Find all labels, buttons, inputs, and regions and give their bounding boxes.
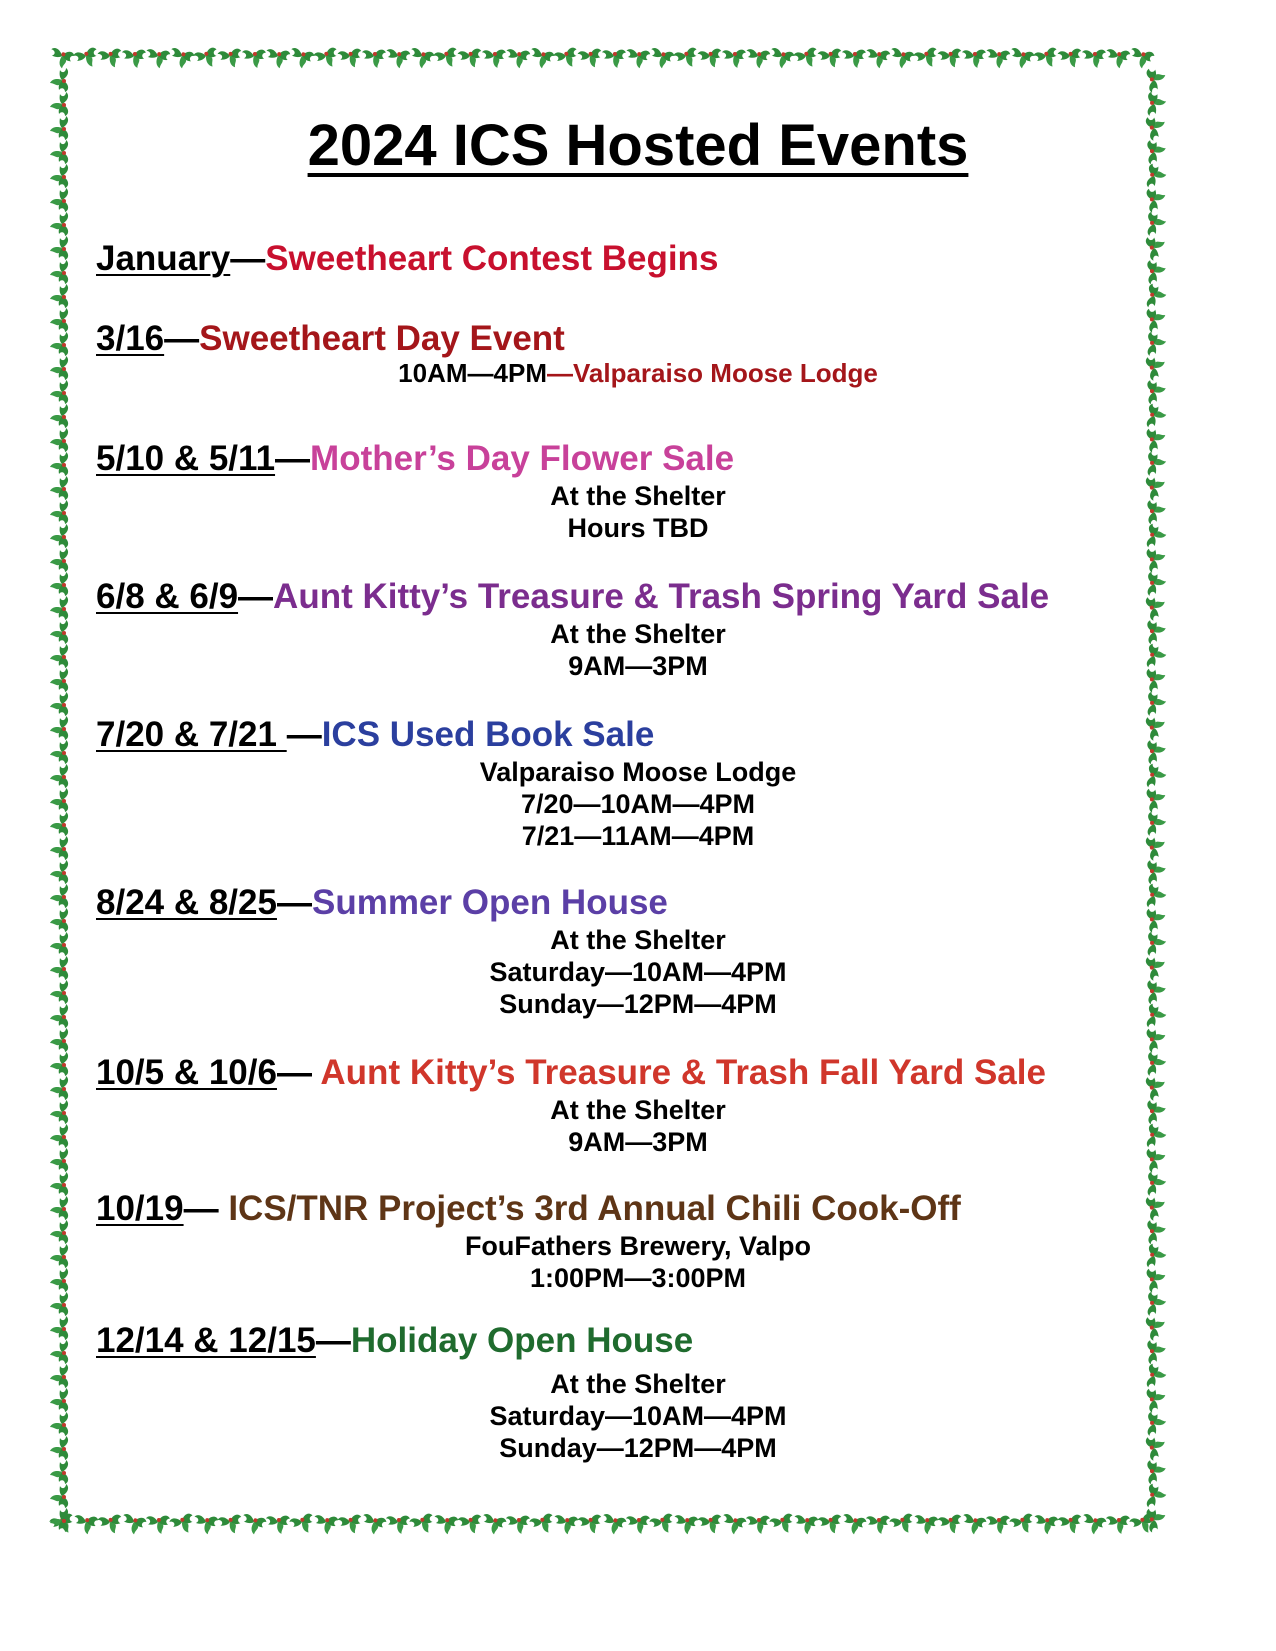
- event-detail-line: Hours TBD: [567, 513, 709, 543]
- holly-sprig: [1033, 1515, 1059, 1536]
- holly-sprig: [50, 1292, 68, 1316]
- holly-sprig: [937, 48, 964, 70]
- holly-sprig: [97, 1514, 124, 1536]
- event-detail-line: 7/21—11AM—4PM: [521, 821, 755, 851]
- holly-sprig: [577, 48, 604, 70]
- event-details: [0, 480, 1276, 544]
- event-detail-line: 9AM—3PM: [568, 651, 708, 681]
- holly-sprig: [719, 1513, 747, 1536]
- holly-sprig: [506, 1515, 531, 1534]
- holly-sprig: [553, 46, 581, 71]
- event-book-sale: [96, 714, 1186, 756]
- event-detail-line: At the Shelter: [550, 619, 726, 649]
- holly-sprig: [505, 49, 531, 70]
- event-details: [0, 1094, 1276, 1158]
- holly-sprig: [767, 47, 795, 70]
- holly-sprig: [1007, 47, 1035, 70]
- holly-sprig: [50, 284, 68, 308]
- holly-sprig: [386, 1515, 411, 1534]
- event-name: Mother’s Day Flower Sale: [310, 439, 735, 478]
- event-separator: —: [164, 319, 200, 358]
- holly-sprig: [1146, 66, 1168, 93]
- event-name: Holiday Open House: [350, 1321, 694, 1360]
- holly-sprig: [553, 1515, 579, 1536]
- holly-sprig: [529, 1512, 557, 1537]
- event-details: [0, 756, 1276, 852]
- page-title: 2024 ICS Hosted Events: [307, 113, 969, 178]
- event-separator: —: [275, 439, 311, 478]
- holly-sprig: [482, 49, 507, 68]
- event-name: Sweetheart Day Event: [199, 319, 565, 358]
- holly-sprig: [1146, 546, 1168, 573]
- event-name: Sweetheart Contest Begins: [265, 239, 719, 278]
- holly-sprig: [1146, 186, 1168, 213]
- holly-sprig: [793, 1515, 819, 1536]
- event-sweetheart-contest: [96, 238, 1186, 280]
- holly-sprig: [265, 49, 291, 70]
- event-detail-line: At the Shelter: [550, 481, 726, 511]
- holly-sprig: [119, 1513, 147, 1536]
- holly-sprig: [287, 47, 315, 70]
- event-separator: —: [230, 239, 266, 278]
- event-chili-cook-off: [96, 1188, 1186, 1230]
- event-details: [0, 1230, 1276, 1294]
- holly-sprig: [313, 1515, 339, 1536]
- holly-sprig: [50, 860, 68, 884]
- holly-sprig: [50, 188, 68, 212]
- holly-sprig: [866, 1515, 891, 1534]
- holly-sprig: [479, 1513, 507, 1536]
- event-detail-line: 9AM—3PM: [568, 1127, 708, 1157]
- event-detail-line: Saturday—10AM—4PM: [489, 1401, 787, 1431]
- holly-sprig: [50, 1028, 68, 1052]
- holly-sprig: [337, 48, 364, 70]
- holly-sprig: [217, 48, 244, 70]
- holly-sprig: [50, 236, 68, 260]
- holly-sprig: [985, 49, 1011, 70]
- holly-sprig: [239, 1513, 267, 1536]
- event-detail-line: Valparaiso Moose Lodge: [479, 757, 797, 787]
- event-detail-line: Sunday—12PM—4PM: [499, 1433, 777, 1463]
- holly-sprig: [887, 47, 915, 70]
- holly-sprig: [50, 1340, 68, 1364]
- holly-sprig: [313, 46, 341, 71]
- holly-sprig: [1009, 1512, 1037, 1537]
- holly-sprig: [937, 1514, 964, 1536]
- holly-sprig: [50, 572, 68, 596]
- holly-sprig: [50, 212, 68, 236]
- event-date: 12/14 & 12/15: [96, 1321, 316, 1360]
- holly-sprig: [1106, 1515, 1131, 1534]
- holly-sprig: [266, 1515, 291, 1534]
- holly-sprig: [986, 1515, 1011, 1534]
- holly-sprig: [1146, 283, 1167, 309]
- holly-sprig: [817, 48, 844, 70]
- event-separator: —: [286, 715, 322, 754]
- holly-sprig: [97, 48, 124, 70]
- holly-sprig: [50, 1196, 68, 1220]
- event-date: January: [96, 239, 231, 278]
- holly-sprig: [433, 46, 461, 71]
- holly-sprig: [1105, 49, 1131, 70]
- holly-sprig: [145, 49, 171, 70]
- event-date: 10/5 & 10/6: [96, 1053, 277, 1092]
- holly-sprig: [242, 49, 267, 68]
- holly-sprig: [73, 46, 101, 71]
- event-fall-yard-sale: [96, 1052, 1186, 1094]
- holly-sprig: [50, 692, 68, 716]
- event-separator: —: [276, 883, 312, 922]
- holly-sprig: [50, 1316, 68, 1340]
- holly-sprig: [362, 49, 387, 68]
- event-detail-line: At the Shelter: [550, 1369, 726, 1399]
- holly-sprig: [865, 49, 891, 70]
- holly-sprig: [527, 47, 555, 70]
- event-sweetheart-day: [96, 318, 1186, 360]
- holly-sprig: [745, 49, 771, 70]
- holly-sprig: [1147, 859, 1167, 884]
- holly-sprig: [599, 1513, 627, 1536]
- holly-sprig: [385, 49, 411, 70]
- holly-sprig: [193, 46, 221, 71]
- event-detail-line: At the Shelter: [550, 1095, 726, 1125]
- holly-sprig: [50, 1484, 68, 1508]
- holly-sprig: [1082, 49, 1107, 68]
- event-date: 3/16: [96, 319, 165, 358]
- holly-sprig: [50, 260, 68, 284]
- holly-sprig: [457, 48, 484, 70]
- holly-sprig: [73, 1515, 99, 1536]
- holly-sprig: [913, 1515, 939, 1536]
- event-time: 10AM—4PM: [398, 358, 547, 388]
- event-date: 10/19: [96, 1189, 184, 1228]
- event-separator: —: [315, 1321, 351, 1360]
- holly-sprig: [50, 716, 68, 740]
- holly-sprig: [122, 49, 147, 68]
- event-name: Aunt Kitty’s Treasure & Trash Fall Yard Sale: [320, 1053, 1046, 1092]
- holly-sprig: [457, 1514, 484, 1536]
- event-detail-line: 7/20—10AM—4PM: [520, 789, 756, 819]
- event-details: [0, 924, 1276, 1020]
- holly-sprig: [50, 428, 68, 452]
- holly-sprig: [1146, 1026, 1168, 1053]
- event-detail-line: FouFathers Brewery, Valpo: [464, 1231, 812, 1261]
- holly-sprig: [433, 1515, 459, 1536]
- event-spring-yard-sale: [96, 576, 1186, 618]
- event-detail-line: 1:00PM—3:00PM: [529, 1263, 747, 1293]
- event-name: Aunt Kitty’s Treasure & Trash Spring Yard Sale: [273, 577, 1050, 616]
- event-name: Summer Open House: [311, 883, 668, 922]
- holly-sprig: [50, 308, 68, 332]
- holly-sprig: [50, 452, 68, 476]
- event-summer-open-house: [96, 882, 1186, 924]
- holly-sprig: [50, 548, 68, 572]
- holly-sprig: [647, 47, 675, 70]
- holly-sprig: [577, 1514, 604, 1536]
- holly-sprig: [842, 49, 867, 68]
- holly-sprig: [50, 1052, 68, 1076]
- holly-sprig: [673, 46, 701, 71]
- holly-sprig: [407, 47, 435, 70]
- holly-sprig: [1147, 1292, 1166, 1317]
- holly-sprig: [626, 1515, 651, 1534]
- holly-sprig: [50, 596, 68, 620]
- holly-sprig: [169, 1512, 197, 1537]
- holly-sprig: [50, 404, 68, 428]
- holly-sprig: [146, 1515, 171, 1534]
- holly-sprig: [962, 49, 987, 68]
- holly-sprig: [50, 1172, 68, 1196]
- holly-sprig: [959, 1513, 987, 1536]
- holly-sprig: [839, 1513, 867, 1536]
- holly-sprig: [409, 1512, 437, 1537]
- holly-sprig: [697, 1514, 724, 1536]
- holly-sprig: [47, 47, 75, 70]
- holly-sprig: [1057, 1514, 1084, 1536]
- holly-sprig: [337, 1514, 364, 1536]
- event-detail-line: Saturday—10AM—4PM: [489, 957, 787, 987]
- holly-sprig: [817, 1514, 844, 1536]
- event-location: —Valparaiso Moose Lodge: [546, 358, 878, 388]
- holly-sprig: [1146, 403, 1167, 429]
- event-separator: —: [276, 1053, 321, 1092]
- holly-sprig: [50, 884, 68, 908]
- event-name: ICS Used Book Sale: [321, 715, 655, 754]
- holly-sprig: [697, 48, 724, 70]
- event-details: [0, 1368, 1276, 1464]
- holly-sprig: [1146, 1483, 1167, 1509]
- event-date: 7/20 & 7/21: [96, 715, 287, 754]
- event-detail-line: [0, 358, 1276, 389]
- holly-sprig: [625, 49, 651, 70]
- event-date: 8/24 & 8/25: [96, 883, 277, 922]
- holly-sprig: [50, 68, 68, 92]
- event-separator: —: [238, 577, 274, 616]
- holly-sprig: [167, 47, 195, 70]
- holly-sprig: [217, 1514, 244, 1536]
- event-detail-line: Sunday—12PM—4PM: [499, 989, 777, 1019]
- holly-sprig: [746, 1515, 771, 1534]
- event-date: 6/8 & 6/9: [96, 577, 239, 616]
- event-holiday-open-house: [96, 1320, 1186, 1362]
- holly-sprig: [602, 49, 627, 68]
- holly-sprig: [673, 1515, 699, 1536]
- holly-sprig: [1147, 692, 1166, 717]
- event-mothers-day: [96, 438, 1186, 480]
- holly-sprig: [1147, 212, 1166, 237]
- holly-sprig: [193, 1515, 219, 1536]
- holly-sprig: [359, 1513, 387, 1536]
- holly-sprig: [1033, 46, 1061, 71]
- holly-sprig: [649, 1512, 677, 1537]
- event-date: 5/10 & 5/11: [96, 439, 276, 478]
- event-detail-line: At the Shelter: [550, 925, 726, 955]
- holly-sprig: [1079, 1513, 1107, 1536]
- holly-sprig: [289, 1512, 317, 1537]
- holly-sprig: [889, 1512, 917, 1537]
- holly-sprig: [913, 46, 941, 71]
- holly-sprig: [1057, 48, 1084, 70]
- event-details: [0, 618, 1276, 682]
- event-name: ICS/TNR Project’s 3rd Annual Chili Cook-Off: [228, 1189, 961, 1228]
- event-separator: —: [183, 1189, 229, 1228]
- holly-sprig: [769, 1512, 797, 1537]
- holly-sprig: [50, 332, 68, 356]
- holly-sprig: [722, 49, 747, 68]
- holly-sprig: [1127, 47, 1155, 70]
- holly-sprig: [793, 46, 821, 71]
